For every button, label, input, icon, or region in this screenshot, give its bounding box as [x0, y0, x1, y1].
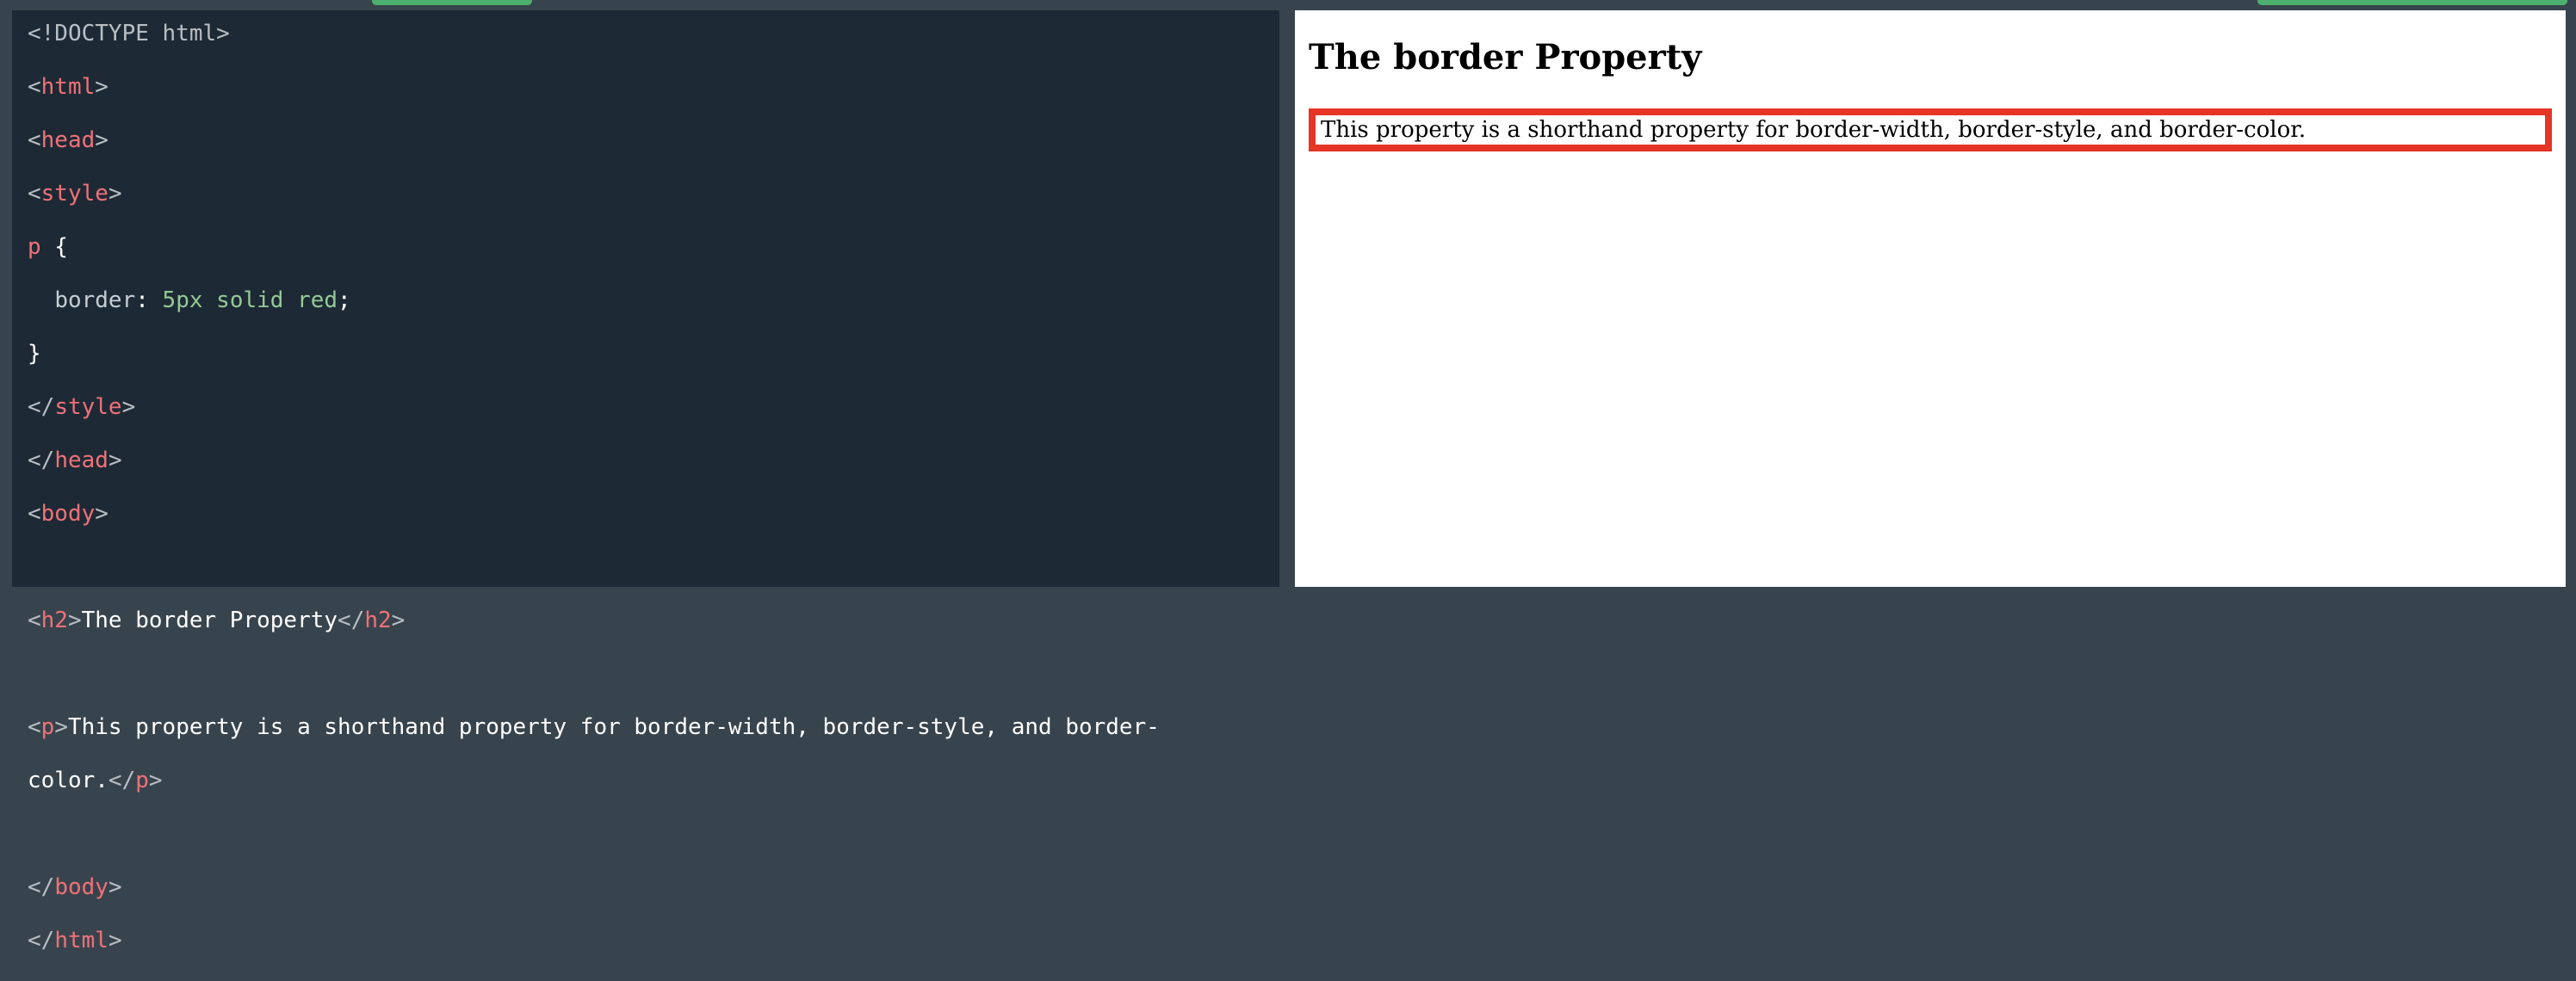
code-token-text: color.	[28, 768, 108, 793]
code-token-bracket: >	[108, 928, 122, 953]
result-heading: The border Property	[1309, 37, 1702, 77]
code-token-tag: body	[54, 874, 108, 900]
code-token-bracket: </	[108, 768, 136, 793]
code-line-14	[28, 714, 1279, 741]
code-token-bracket: <	[28, 608, 41, 633]
code-token-indent	[28, 287, 54, 313]
code-line-5	[28, 234, 1279, 261]
code-token-tag: body	[40, 501, 96, 527]
code-line-3	[28, 127, 1279, 154]
code-line-12	[28, 608, 1279, 634]
code-token-semicolon: ;	[337, 287, 351, 313]
code-token-tag: h2	[40, 608, 68, 633]
code-line-15	[28, 768, 1279, 794]
code-line-11	[28, 554, 1279, 581]
code-token-tag: html	[54, 928, 108, 953]
code-token-brace: {	[40, 234, 68, 260]
code-line-10	[28, 501, 1279, 528]
code-token-brace: }	[28, 341, 41, 367]
code-token-bracket: >	[108, 874, 122, 900]
code-token-bracket: </	[28, 447, 55, 473]
code-token-text: The border Property	[81, 608, 338, 633]
code-line-6	[28, 287, 1279, 314]
code-token-tag: p	[135, 768, 149, 793]
code-editor-text[interactable]	[28, 21, 1279, 981]
result-preview-panel	[1295, 10, 2566, 587]
code-token-tag: h2	[364, 608, 392, 633]
code-token-tag: p	[40, 714, 55, 740]
code-token-bracket: <	[28, 74, 41, 100]
code-token-text: This property is a shorthand property for border-width, border-style, and border-	[67, 714, 1160, 740]
code-token-bracket: >	[391, 608, 406, 633]
code-token-bracket: >	[148, 768, 163, 793]
code-line-13	[28, 661, 1279, 688]
code-token-bracket: </	[337, 608, 365, 633]
code-token-colon: :	[135, 287, 163, 313]
code-token-bracket: >	[108, 447, 122, 473]
code-token-bracket: <	[28, 127, 41, 153]
code-token-selector: p	[28, 234, 41, 260]
code-line-8	[28, 394, 1279, 421]
code-token-tag: style	[40, 181, 108, 207]
result-bordered-paragraph: This property is a shorthand property for border-width, border-style, and border-color.	[1309, 108, 2552, 151]
code-token-bracket: </	[28, 928, 55, 953]
code-token-bracket: <	[28, 181, 41, 207]
code-token-bracket: >	[67, 608, 82, 633]
code-token-tag: style	[54, 394, 122, 420]
code-line-17	[28, 874, 1279, 901]
code-token-bracket: </	[28, 874, 55, 900]
code-token-value: 5px solid red	[162, 287, 338, 313]
code-line-16	[28, 821, 1279, 848]
code-token-bracket: >	[95, 501, 108, 527]
code-line-7	[28, 341, 1279, 367]
code-line-4	[28, 181, 1279, 207]
code-token-tag: head	[54, 447, 108, 473]
code-token-bracket: <	[28, 714, 41, 740]
code-tab-indicator[interactable]	[372, 0, 532, 5]
code-token-bracket: >	[108, 181, 122, 207]
code-line-2	[28, 74, 1279, 101]
code-line-18	[28, 928, 1279, 954]
code-token-bracket: >	[121, 394, 136, 420]
top-toolbar-strip	[0, 0, 2576, 9]
code-token-bracket: >	[95, 74, 108, 100]
code-line-9	[28, 447, 1279, 474]
code-token-bracket: <	[28, 501, 41, 527]
code-token-bracket: >	[95, 127, 108, 153]
code-line-1	[28, 21, 1279, 47]
code-token-property: border	[54, 287, 136, 313]
code-token-bracket: </	[28, 394, 55, 420]
code-editor-panel[interactable]	[12, 10, 1279, 953]
code-token-tag: head	[40, 127, 96, 153]
result-tab-indicator[interactable]	[2257, 0, 2567, 5]
code-token-tag: html	[40, 74, 96, 100]
code-token-bracket: >	[54, 714, 68, 740]
code-token-doctype: <!DOCTYPE html>	[28, 21, 230, 46]
panel-resize-handle[interactable]	[1279, 10, 1295, 587]
